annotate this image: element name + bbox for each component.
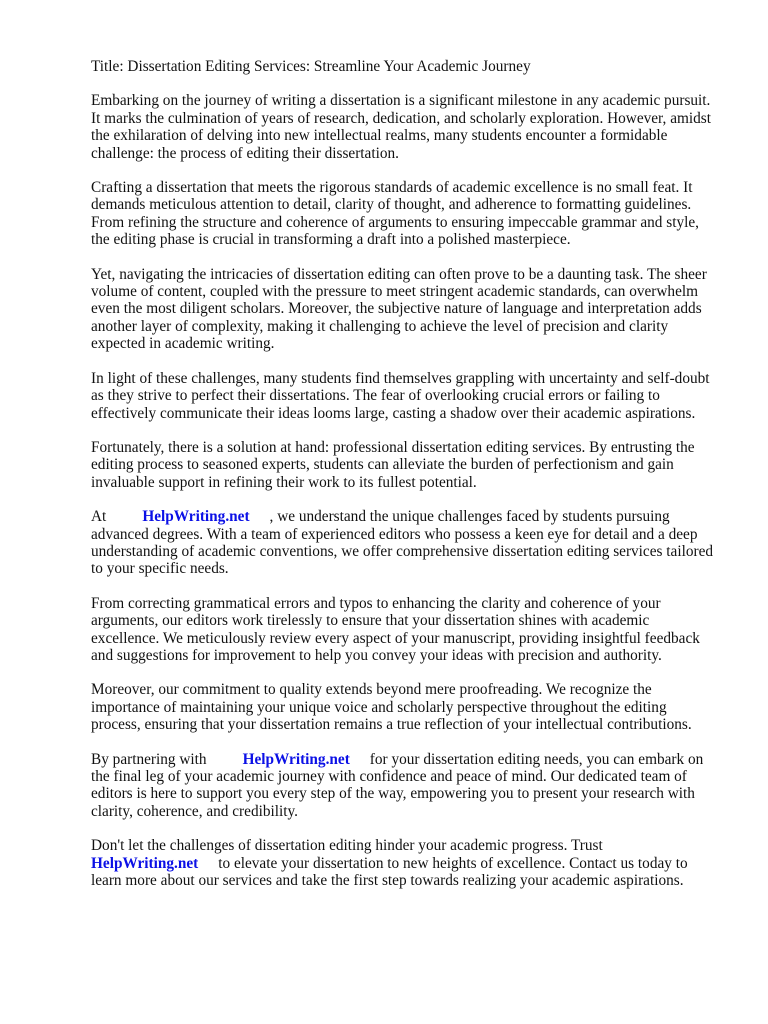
paragraph-closing-rest: to elevate your dissertation to new heights of excellence. Contact us today to learn more about our services and take the first step towards realizing your academic aspirations.: [91, 854, 688, 890]
helpwriting-link[interactable]: HelpWriting.net: [91, 854, 199, 872]
paragraph-about-lead: At: [91, 508, 107, 526]
paragraph-intro: Embarking on the journey of writing a dissertation is a significant milestone in any academic pursuit. It marks the culmination of years of research, dedication, and scholarly exploration. However, amidst the exhilaration of delving into new intellectual realms, many students encounter a formidable challenge: the process of editing their dissertation.: [91, 92, 711, 162]
paragraph-partnering: [91, 751, 716, 821]
paragraph-crafting: Crafting a dissertation that meets the rigorous standards of academic excellence is no small feat. It demands meticulous attention to detail, clarity of thought, and adherence to formatting guidelines. From refining the structure and coherence of arguments to ensuring impeccable grammar and style, the editing phase is crucial in transforming a draft into a polished masterpiece.: [91, 179, 699, 249]
paragraph-about-rest: , we understand the unique challenges faced by students pursuing advanced degrees. With a team of experienced editors who possess a keen eye for detail and a deep understanding of academic conventions, we offer comprehensive dissertation editing services tailored to your specific needs.: [91, 508, 714, 578]
helpwriting-link[interactable]: HelpWriting.net: [242, 750, 350, 768]
paragraph-closing: [91, 837, 716, 889]
paragraph-closing-lead: Don't let the challenges of dissertation editing hinder your academic progress. Trust: [91, 837, 603, 855]
document-title: Title: Dissertation Editing Services: Streamline Your Academic Journey: [91, 58, 531, 75]
helpwriting-link[interactable]: HelpWriting.net: [142, 508, 250, 526]
document-page: [91, 58, 716, 906]
paragraph-uncertainty: In light of these challenges, many students find themselves grappling with uncertainty and self-doubt as they strive to perfect their dissertations. The fear of overlooking crucial errors or failing to effectively communicate their ideas looms large, casting a shadow over their academic aspirations.: [91, 369, 710, 422]
paragraph-partnering-lead: By partnering with: [91, 750, 207, 768]
paragraph-editors: From correcting grammatical errors and typos to enhancing the clarity and coherence of your arguments, our editors work tirelessly to ensure that your dissertation shines with academic excellence. We meticulously review every aspect of your manuscript, providing insightful feedback and suggestions for improvement to help you convey your ideas with precision and authority.: [91, 594, 700, 664]
paragraph-challenges: Yet, navigating the intricacies of dissertation editing can often prove to be a daunting task. The sheer volume of content, coupled with the pressure to meet stringent academic standards, can overwhelm even the most diligent scholars. Moreover, the subjective nature of language and interpretation adds another layer of complexity, making it challenging to achieve the level of precision and clarity expected in academic writing.: [91, 265, 707, 353]
paragraph-commitment: Moreover, our commitment to quality extends beyond mere proofreading. We recognize the importance of maintaining your unique voice and scholarly perspective throughout the editing process, ensuring that your dissertation remains a true reflection of your intellectual contributions.: [91, 681, 692, 734]
paragraph-about: [91, 508, 716, 578]
paragraph-partnering-rest: for your dissertation editing needs, you can embark on the final leg of your academic journey with confidence and peace of mind. Our dedicated team of editors is here to support you every step of the way, empowering you to present your research with clarity, coherence, and credibility.: [91, 750, 704, 820]
paragraph-solution: Fortunately, there is a solution at hand: professional dissertation editing services. By entrusting the editing process to seasoned experts, students can alleviate the burden of perfectionism and gain invaluable support in refining their work to its fullest potential.: [91, 438, 695, 491]
